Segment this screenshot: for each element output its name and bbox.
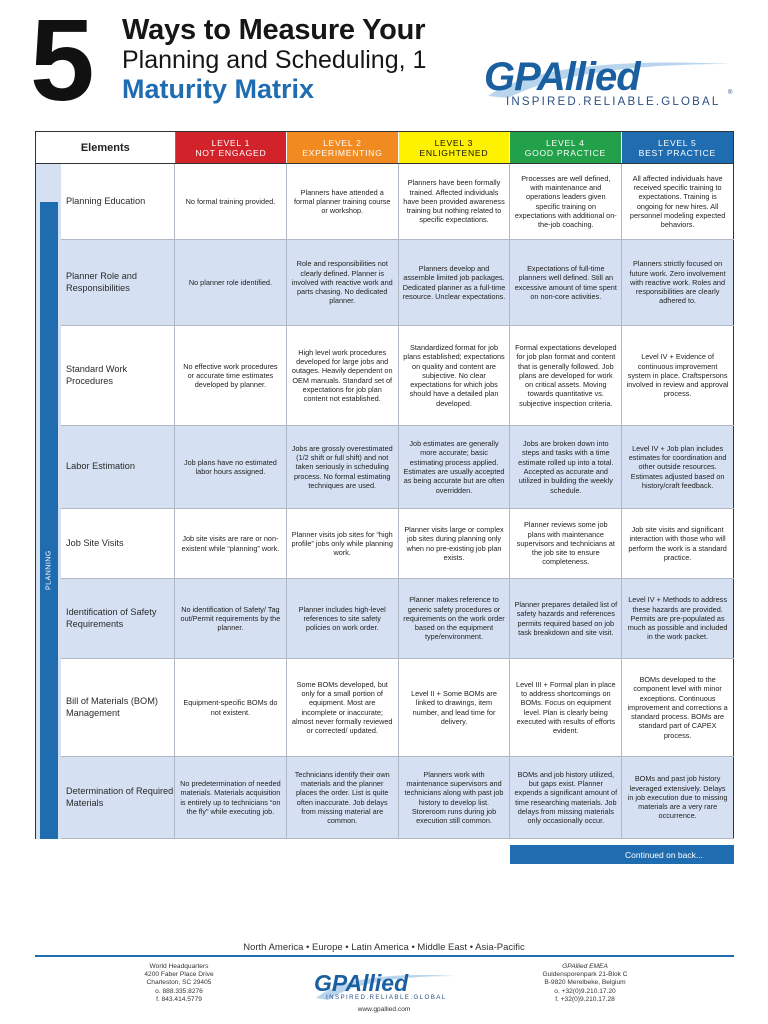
level-5-cell: Level IV + Evidence of continuous improvement system in place. Craftspersons involved in review and approval process. bbox=[622, 326, 734, 425]
level-2-name: EXPERIMENTING bbox=[302, 147, 383, 158]
level-4-cell: Jobs are broken down into steps and tasks with a time estimate rolled up into a total. Accepted as accurate and utilized in building the weekly schedule. bbox=[510, 426, 622, 508]
matrix-header-row bbox=[35, 131, 734, 164]
level-3-cell: Planners work with maintenance supervisors and technicians along with past job history to develop list. Storeroom runs during job execution still common. bbox=[399, 757, 511, 838]
level-1-number: LEVEL 1 bbox=[211, 137, 251, 148]
level-3-cell: Planner makes reference to generic safety procedures or requirements on the work order based on the equipment type/environment. bbox=[399, 579, 511, 658]
level-4-cell: BOMs and job history utilized, but gaps exist. Planner expends a significant amount of time researching materials. Job delays from missing materials only occasionally occur. bbox=[510, 757, 622, 838]
table-row bbox=[61, 240, 734, 326]
level-1-name: NOT ENGAGED bbox=[195, 147, 267, 158]
level-1-cell: Job plans have no estimated labor hours assigned. bbox=[175, 426, 287, 508]
level-3-name: ENLIGHTENED bbox=[419, 147, 489, 158]
section-band bbox=[36, 164, 61, 839]
element-name: Planning Education bbox=[61, 164, 175, 239]
level-3-cell: Level II + Some BOMs are linked to drawings, item number, and lead time for delivery. bbox=[399, 659, 511, 756]
title-line-1: Ways to Measure Your bbox=[122, 14, 426, 46]
level-5-cell: Level IV + Job plan includes estimates for coordination and other outside resources. Estimates adjusted based on history/craft feedback. bbox=[622, 426, 734, 508]
company-logo bbox=[484, 56, 734, 112]
level-1-cell: No identification of Safety/ Tag out/Permit requirements by the planner. bbox=[175, 579, 287, 658]
table-row bbox=[61, 326, 734, 426]
table-row bbox=[61, 164, 734, 240]
level-2-cell: Technicians identify their own materials and the planner places the order. List is quite often inaccurate. Job delays from missing material are common. bbox=[287, 757, 399, 838]
hq-line: o. 888.335.8276 bbox=[155, 987, 203, 995]
level-5-cell: BOMs and past job history leveraged extensively. Delays in job execution due to missing materials are a very rare occurrence. bbox=[622, 757, 734, 838]
level-2-number: LEVEL 2 bbox=[323, 137, 362, 148]
page-header bbox=[0, 0, 768, 128]
emea-line: GPAllied EMEA bbox=[562, 963, 608, 970]
level-4-header bbox=[510, 132, 621, 163]
section-label-planning: PLANNING bbox=[45, 550, 53, 590]
level-3-cell: Planners have been formally trained. Affected individuals have been provided awareness training but nothing related to specific expectations. bbox=[399, 164, 511, 239]
level-4-name: GOOD PRACTICE bbox=[524, 147, 606, 158]
level-1-cell: No formal training provided. bbox=[175, 164, 287, 239]
level-1-cell: Job site visits are rare or non-existent while “planning” work. bbox=[175, 509, 287, 578]
hq-line: World Headquarters bbox=[149, 963, 209, 970]
level-2-cell: Jobs are grossly overestimated (1/2 shift or full shift) and not taken seriously in scheduling process. No formal estimating techniques are used. bbox=[287, 426, 399, 508]
footer-logo-tagline: INSPIRED.RELIABLE.GLOBAL bbox=[326, 994, 447, 1001]
table-row bbox=[61, 757, 734, 839]
footer-logo-wordmark: GPAllied bbox=[314, 970, 409, 996]
hq-line: 4200 Faber Place Drive bbox=[144, 971, 214, 979]
title-block bbox=[122, 14, 426, 104]
level-5-cell: Planners strictly focused on future work. Zero involvement with reactive work. Roles and responsibilities are clearly adhered to. bbox=[622, 240, 734, 325]
emea-line: f. +32(0)9.210.17.28 bbox=[555, 995, 615, 1003]
level-2-cell: Role and responsibilities not clearly defined. Planner is involved with reactive work and parts chasing. No dedicated planner. bbox=[287, 240, 399, 325]
website-link[interactable]: www.gpallied.com bbox=[357, 1006, 411, 1013]
continued-on-back-banner: Continued on back... bbox=[510, 845, 734, 864]
level-1-cell: No effective work procedures or accurate time estimates developed by planner. bbox=[175, 326, 287, 425]
table-row bbox=[61, 659, 734, 757]
emea-line: o. +32(0)9.210.17.20 bbox=[554, 987, 616, 995]
big-number-five: 5 bbox=[30, 0, 91, 125]
level-4-cell: Planner reviews some job plans with maintenance supervisors and technicians at the job site to ensure completeness. bbox=[510, 509, 622, 578]
element-name: Bill of Materials (BOM) Management bbox=[61, 659, 175, 756]
level-4-cell: Level III + Formal plan in place to address shortcomings on BOMs. Focus on equipment level. Plan is clearly being executed with results of efforts evident. bbox=[510, 659, 622, 756]
element-name: Labor Estimation bbox=[61, 426, 175, 508]
level-4-cell: Formal expectations developed for job plan format and content that is generally followed. Job plans are developed for work on critical assets. Moving towards quantitative vs. subjective inspection criteria. bbox=[510, 326, 622, 425]
logo-registered-mark: ® bbox=[728, 90, 733, 96]
level-3-cell: Planners develop and assemble limited job packages. Dedicated planner as a full-time resource. Unclear expectations. bbox=[399, 240, 511, 325]
level-2-header bbox=[287, 132, 398, 163]
footer-divider bbox=[35, 955, 734, 957]
level-4-cell: Expectations of full-time planners well defined. Still an excessive amount of time spent on non-core activities. bbox=[510, 240, 622, 325]
table-row bbox=[61, 426, 734, 509]
level-2-cell: Planner visits job sites for “high profile” jobs only while planning work. bbox=[287, 509, 399, 578]
maturity-matrix bbox=[35, 131, 734, 839]
level-3-cell: Job estimates are generally more accurate; basic estimating process applied. Estimates are usually accepted as being accurate but are often overridden. bbox=[399, 426, 511, 508]
emea-line: B-9820 Merelbeke, Belgium bbox=[544, 979, 626, 987]
level-5-cell: Level IV + Methods to address these hazards are provided. Permits are pre-populated as much as possible and included in the work packet. bbox=[622, 579, 734, 658]
title-line-2: Planning and Scheduling, 1 bbox=[122, 46, 427, 74]
level-2-cell: Planner includes high-level references to site safety policies on work order. bbox=[287, 579, 399, 658]
level-5-name: BEST PRACTICE bbox=[638, 147, 716, 158]
level-4-cell: Planner prepares detailed list of safety hazards and references permits required based on job task breakdown and site visit. bbox=[510, 579, 622, 658]
level-3-cell: Standardized format for job plans established; expectations on quality and content are subjective. No clear expectations for which jobs should have a detailed plan developed. bbox=[399, 326, 511, 425]
level-4-cell: Processes are well defined, with maintenance and operations leaders given specific training on expectations with additional on-the-job coaching. bbox=[510, 164, 622, 239]
logo-tagline: INSPIRED.RELIABLE.GLOBAL bbox=[506, 96, 721, 108]
level-1-header bbox=[176, 132, 287, 163]
level-5-number: LEVEL 5 bbox=[658, 137, 697, 148]
level-2-cell: Planners have attended a formal planner training course or workshop. bbox=[287, 164, 399, 239]
element-name: Job Site Visits bbox=[61, 509, 175, 578]
level-3-cell: Planner visits large or complex job sites during planning only when no pre-existing job plan exists. bbox=[399, 509, 511, 578]
hq-line: Charleston, SC 29405 bbox=[146, 979, 212, 987]
section-band-bar bbox=[40, 202, 58, 839]
emea-line: Guldensporenpark 21-Blok C bbox=[542, 971, 628, 979]
level-3-header bbox=[399, 132, 510, 163]
emea-address bbox=[520, 963, 650, 1004]
level-2-cell: High level work procedures developed for large jobs and outages. Heavily dependent on OEM manuals. Standard set of expectations for job plan content not established. bbox=[287, 326, 399, 425]
table-row bbox=[61, 509, 734, 579]
hq-address bbox=[120, 963, 238, 1004]
title-line-3: Maturity Matrix bbox=[122, 74, 315, 104]
level-5-header bbox=[622, 132, 733, 163]
element-name: Standard Work Procedures bbox=[61, 326, 175, 425]
element-name: Planner Role and Responsibilities bbox=[61, 240, 175, 325]
level-1-cell: Equipment-specific BOMs do not existent. bbox=[175, 659, 287, 756]
level-1-cell: No predetermination of needed materials. Materials acquisition is entirely up to technicians “on the fly” while executing job. bbox=[175, 757, 287, 838]
elements-header: Elements bbox=[36, 132, 176, 163]
element-name: Determination of Required Materials bbox=[61, 757, 175, 838]
level-5-cell: Job site visits and significant interaction with those who will perform the work is a standard practice. bbox=[622, 509, 734, 578]
level-5-cell: All affected individuals have received specific training to expectations. Training is ongoing for new hires. All personnel modeling expected behaviors. bbox=[622, 164, 734, 239]
logo-wordmark: GPAllied bbox=[484, 55, 640, 99]
level-4-number: LEVEL 4 bbox=[546, 137, 585, 148]
regions-line: North America • Europe • Latin America • Middle East • Asia-Pacific bbox=[243, 942, 525, 953]
element-name: Identification of Safety Requirements bbox=[61, 579, 175, 658]
table-row bbox=[61, 579, 734, 659]
level-1-cell: No planner role identified. bbox=[175, 240, 287, 325]
matrix-body bbox=[35, 164, 734, 839]
level-2-cell: Some BOMs developed, but only for a small portion of equipment. Most are incomplete or inaccurate; almost never formally reviewed or corrected/ updated. bbox=[287, 659, 399, 756]
level-5-cell: BOMs developed to the component level with minor exceptions. Continuous improvement and corrections a standard process. BOMs are standard part of CAPEX process. bbox=[622, 659, 734, 756]
hq-line: f. 843.414.5779 bbox=[156, 995, 202, 1003]
level-3-number: LEVEL 3 bbox=[434, 137, 474, 148]
matrix-rows bbox=[61, 164, 734, 839]
